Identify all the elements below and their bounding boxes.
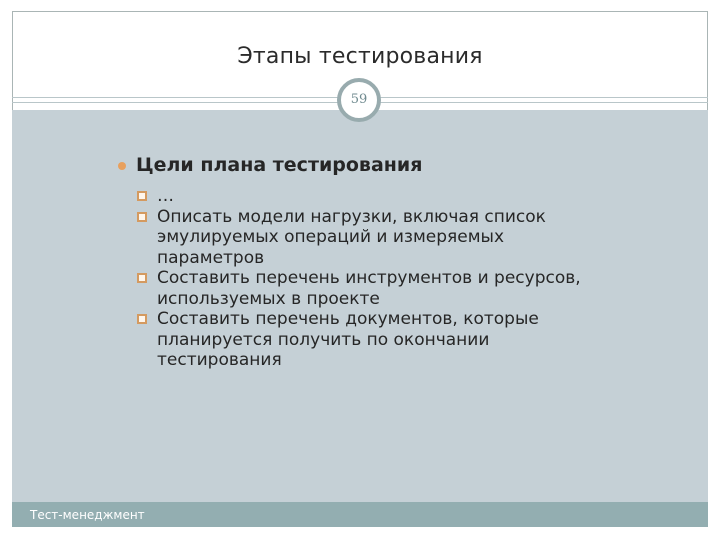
bullet-dot-icon xyxy=(118,162,126,170)
list-item xyxy=(137,207,607,269)
footer-text: Тест-менеджмент xyxy=(30,508,145,522)
slide-title: Этапы тестирования xyxy=(237,44,483,69)
list-item xyxy=(137,268,607,309)
checkbox-bullet-icon xyxy=(137,273,147,283)
list-item-text: Составить перечень инструментов и ресурсов, используемых в проекте xyxy=(157,268,581,309)
list-item-text: Описать модели нагрузки, включая список эмулируемых операций и измеряемых параметров xyxy=(157,206,546,268)
list-item-text: … xyxy=(157,186,174,206)
checkbox-bullet-icon xyxy=(137,212,147,222)
section-heading: Цели плана тестирования xyxy=(136,154,423,176)
list-item xyxy=(137,186,607,207)
list-item-text: Составить перечень документов, которые планируется получить по окончании тестирования xyxy=(157,309,539,370)
checkbox-bullet-icon xyxy=(137,314,147,324)
bullet-list xyxy=(137,186,607,371)
checkbox-bullet-icon xyxy=(137,191,147,201)
list-item xyxy=(137,309,607,371)
page-number-badge: 59 xyxy=(337,78,381,122)
